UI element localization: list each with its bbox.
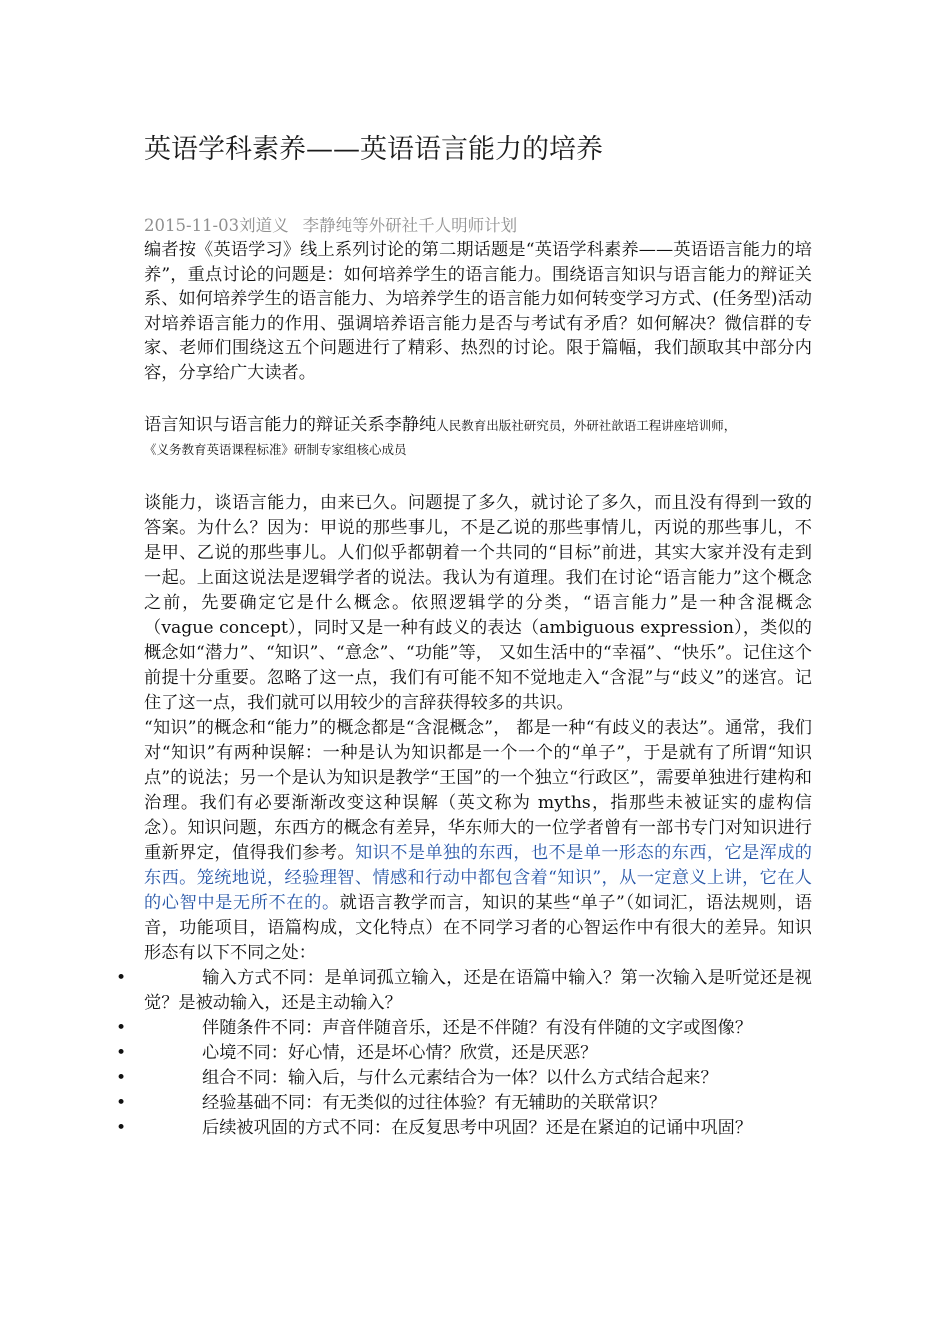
date-author: 2015-11-03刘道义	[144, 216, 289, 235]
editor-note: 编者按《英语学习》线上系列讨论的第二期话题是“英语学科素养——英语语言能力的培养”，重点讨论的问题是：如何培养学生的语言能力。围绕语言知识与语言能力的辩证关系、如何培养学生的语言能力、为培养学生的语言能力如何转变学习方式、(任务型)活动对培养语言能力的作用、强调培养语言能力是否与考试有矛盾？如何解决？微信群的专家、老师们围绕这五个问题进行了精彩、热烈的讨论。限于篇幅，我们颉取其中部分内容，分享给广大读者。	[144, 240, 812, 383]
bullet-icon: •	[116, 1042, 127, 1063]
paragraph-2	[144, 716, 812, 966]
list-item: • 心境不同：好心情，还是坏心情？欣赏，还是厌恶？	[144, 1041, 812, 1066]
list-item: • 输入方式不同：是单词孤立输入，还是在语篇中输入？第一次输入是听觉还是视觉？是被动输入，还是主动输入？	[116, 967, 812, 1013]
bullet-icon: •	[116, 967, 127, 988]
list-item: • 后续被巩固的方式不同：在反复思考中巩固？还是在紧迫的记诵中巩固？	[144, 1116, 812, 1141]
article	[116, 128, 812, 1141]
list-item: • 经验基础不同：有无类似的过往体验？有无辅助的关联常识？	[144, 1091, 812, 1116]
article-meta	[144, 214, 812, 238]
bullet-icon: •	[116, 1092, 127, 1113]
difference-list	[116, 966, 812, 1141]
author-credentials-2: 《义务教育英语课程标准》研制专家组核心成员	[144, 441, 407, 457]
section-heading	[144, 412, 812, 461]
bullet-icon: •	[116, 1017, 127, 1038]
author-credentials-1: 人民教育出版社研究员，外研社歆语工程讲座培训师，	[436, 417, 737, 433]
article-title: 英语学科素养——英语语言能力的培养	[144, 134, 603, 165]
list-item: • 组合不同：输入后，与什么元素结合为一体？以什么方式结合起来？	[144, 1066, 812, 1091]
highlighted-text: 知识不是单独的东西，也不是单一形态的东西，它是浑成的东西。笼统地说，经验理智、情感和行动中都包含着“知识”，从一定意义上讲，它在人的心智中是无所不在的。	[144, 842, 812, 913]
paragraph-2-part-b: 就语言教学而言，知识的某些“单子”（如词汇，语法规则，语音，功能项目，语篇构成，文化特点）在不同学习者的心智运作中有很大的差异。知识形态有以下不同之处：	[144, 892, 812, 963]
section-title: 语言知识与语言能力的辩证关系李静纯	[144, 414, 437, 435]
paragraph-1: 谈能力，谈语言能力，由来已久。问题提了多久，就讨论了多久，而且没有得到一致的答案。为什么？因为：甲说的那些事儿，不是乙说的那些事情儿，丙说的那些事儿，不是甲、乙说的那些事儿。人们似乎都朝着一个共同的“目标”前进，其实大家并没有走到一起。上面这说法是逻辑学者的说法。我认为有道理。我们在讨论“语言能力”这个概念之前，先要确定它是什么概念。依照逻辑学的分类，“语言能力”是一种含混概念（vague concept），同时又是一种有歧义的表达（ambiguous expression），类似的概念如“潜力”、“知识”、“意念”、“功能”等， 又如生活中的“幸福”、“快乐”。记住这个前提十分重要。忽略了这一点，我们有可能不知不觉地走入“含混”与“歧义”的迷宫。记住了这一点，我们就可以用较少的言辞获得较多的共识。	[144, 492, 812, 713]
bullet-icon: •	[116, 1067, 127, 1088]
source-label: 李静纯等外研社千人明师计划	[302, 216, 518, 235]
list-item: • 伴随条件不同：声音伴随音乐，还是不伴随？有没有伴随的文字或图像？	[144, 1016, 812, 1041]
paragraph-2-part-a: “知识”的概念和“能力”的概念都是“含混概念”， 都是一种“有歧义的表达”。通常，我们对“知识”有两种误解：一种是认为知识都是一个一个的“单子”，于是就有了所谓“知识点”的说法；另一个是认为知识是教学“王国”的一个独立“行政区”，需要单独进行建构和治理。我们有必要渐渐改变这种误解（英文称为 myths，指那些未被证实的虚构信念）。知识问题，东西方的概念有差异，华东师大的一位学者曾有一部书专门对知识进行重新界定，值得我们参考。	[144, 717, 812, 863]
bullet-icon: •	[116, 1117, 127, 1138]
article-body	[116, 491, 812, 1141]
